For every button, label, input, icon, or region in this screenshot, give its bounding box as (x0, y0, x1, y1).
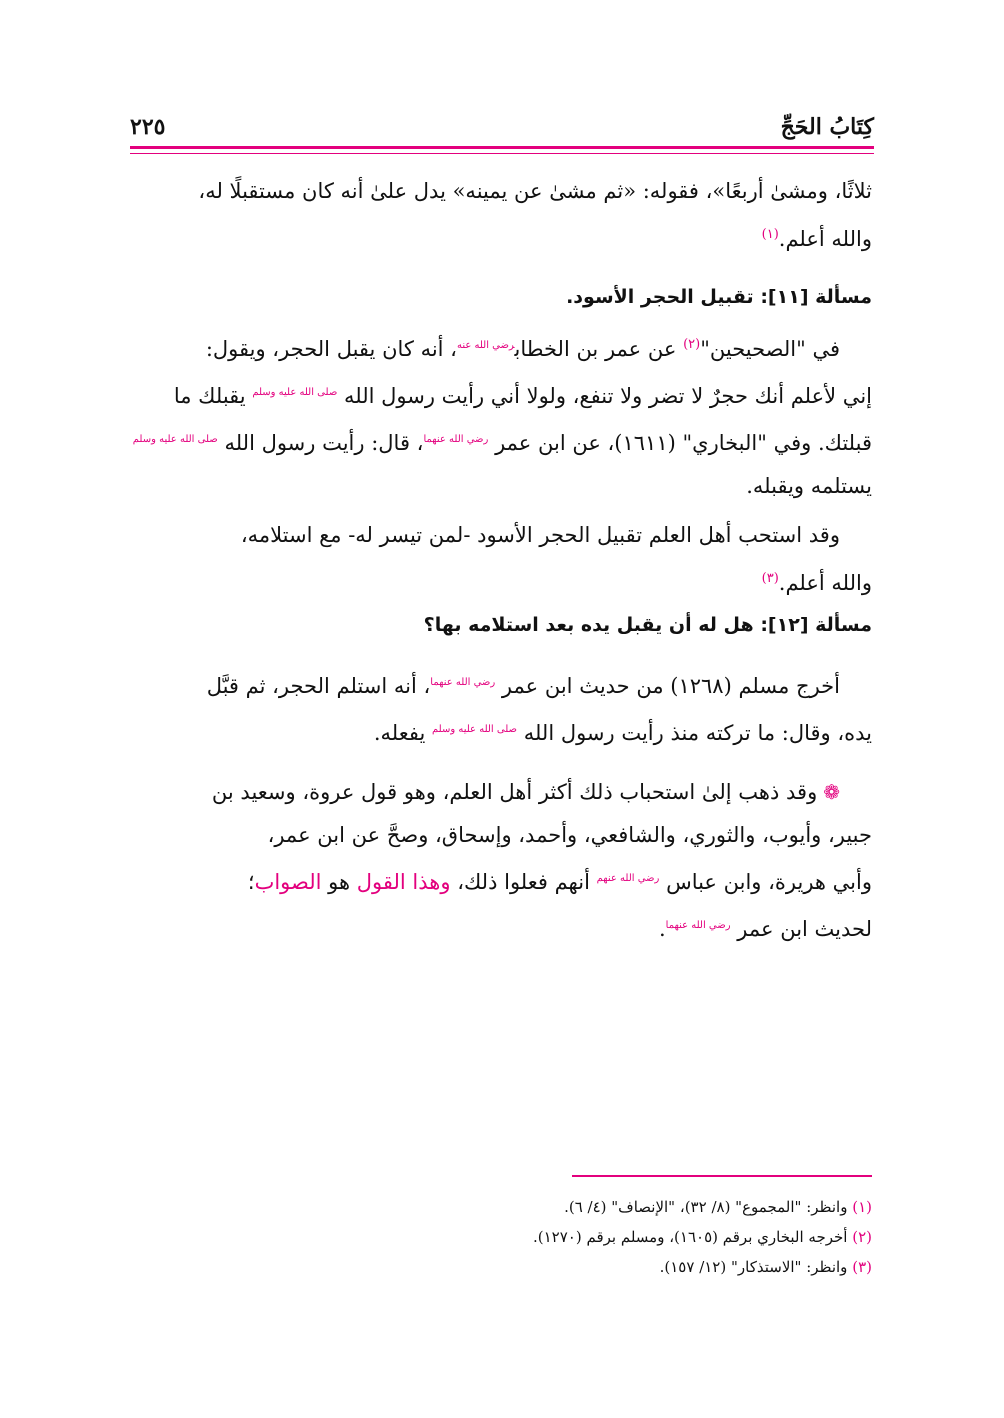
paragraph-line (132, 213, 872, 261)
footnote (132, 1222, 872, 1252)
text-run: عن عمر بن الخطاب (514, 337, 677, 361)
paragraph-line (132, 323, 872, 371)
honorific-radiallah-huma: رضي الله عنهما (665, 920, 731, 931)
honorific-radiallah-huma: رضي الله عنهما (423, 434, 489, 445)
header-rule-thick (130, 146, 874, 149)
honorific-radiallah-huma: رضي الله عنهما (430, 677, 496, 688)
section-heading-11 (132, 277, 872, 317)
footnote-text: وانظر: "الاستذكار" (١٢/ ١٥٧). (659, 1258, 848, 1276)
heading-title: تقبيل الحجر الأسود. (566, 286, 754, 308)
paragraph-line (132, 708, 872, 755)
text-run: يده، وقال: ما تركته منذ رأيت رسول الله (523, 721, 872, 745)
header-rule-thin (130, 153, 874, 154)
text-run: ؛ (247, 870, 255, 894)
paragraph-line (132, 904, 872, 951)
paragraph-line (132, 418, 872, 465)
footnotes (132, 1192, 872, 1282)
section-heading-12 (132, 605, 872, 645)
footnote (132, 1252, 872, 1282)
heading-label: مسألة [١٢]: (760, 614, 872, 636)
honorific-radiallah: رضي الله عنه (456, 340, 515, 351)
paragraph-line (132, 857, 872, 904)
text-run: والله أعلم. (778, 227, 872, 251)
paragraph-line (132, 465, 872, 508)
paragraph-line (132, 771, 872, 814)
paragraph-line (132, 661, 872, 708)
paragraph-line (132, 514, 872, 557)
text-run: لحديث ابن عمر (737, 917, 872, 941)
page-number: ٢٢٥ (130, 114, 166, 140)
flower-ornament-icon: ❁ (823, 780, 840, 804)
text-run: ، أنه كان يقبل الحجر، ويقول: (205, 337, 457, 361)
text-run: في "الصحيحين" (700, 337, 840, 361)
footnote-text: أخرجه البخاري برقم (١٦٠٥)، ومسلم برقم (١٢٧٠). (532, 1228, 848, 1246)
footnote-number: (٢) (852, 1228, 872, 1246)
text-run: يستلمه ويقبله. (746, 474, 872, 498)
footnote-ref[interactable]: (٢) (683, 337, 701, 352)
footnote (132, 1192, 872, 1222)
text-run: هو (328, 870, 351, 894)
footnote-number: (٣) (852, 1258, 872, 1276)
heading-title: هل له أن يقبل يده بعد استلامه بها؟ (423, 614, 754, 636)
honorific-radiallah-hum: رضي الله عنهم (596, 873, 660, 884)
text-run: ثلاثًا، ومشىٰ أربعًا»، فقوله: «ثم مشىٰ عن يمينه» يدل علىٰ أنه كان مستقبلًا له، (198, 179, 872, 203)
text-run: والله أعلم. (778, 571, 872, 595)
highlight-text: وهذا القول (356, 870, 451, 894)
heading-label: مسألة [١١]: (760, 286, 872, 308)
footnote-separator (572, 1175, 872, 1177)
footnote-ref[interactable]: (١) (761, 227, 779, 242)
text-run: وأبي هريرة، وابن عباس (666, 870, 872, 894)
text-run: أنهم فعلوا ذلك، (457, 870, 590, 894)
text-run: وقد ذهب إلىٰ استحباب ذلك أكثر أهل العلم، وهو قول عروة، وسعيد بن (211, 780, 818, 804)
footnote-text: وانظر: "المجموع" (٨/ ٣٢)، "الإنصاف" (٤/ ٦). (564, 1198, 848, 1216)
footnote-ref[interactable]: (٣) (761, 571, 779, 586)
text-run: قبلتك. وفي "البخاري" (١٦١١)، عن ابن عمر (495, 431, 872, 455)
paragraph-line (132, 170, 872, 213)
page-header (130, 112, 874, 146)
honorific-salla: صلى الله عليه وسلم (432, 724, 518, 735)
paragraph-line (132, 814, 872, 857)
text-run: يفعله. (373, 721, 426, 745)
honorific-salla: صلى الله عليه وسلم (252, 387, 338, 398)
text-run: وقد استحب أهل العلم تقبيل الحجر الأسود -لمن تيسر له- مع استلامه، (240, 523, 840, 547)
running-title: كِتَابُ الحَجِّ (780, 114, 874, 140)
body-text (132, 170, 872, 951)
highlight-text: الصواب (254, 870, 322, 894)
text-run: يقبلك ما (173, 384, 246, 408)
text-run: . (658, 917, 666, 941)
paragraph-line (132, 557, 872, 605)
text-run: جبير، وأيوب، والثوري، والشافعي، وأحمد، وإسحاق، وصحَّ عن ابن عمر، (267, 823, 872, 847)
honorific-salla: صلى الله عليه وسلم (132, 434, 218, 445)
text-run: ، أنه استلم الحجر، ثم قبَّل (206, 674, 431, 698)
text-run: أخرج مسلم (١٢٦٨) من حديث ابن عمر (501, 674, 840, 698)
paragraph-line (132, 371, 872, 418)
footnote-number: (١) (852, 1198, 872, 1216)
text-run: إني لأعلم أنك حجرٌ لا تضر ولا تنفع، ولولا أني رأيت رسول الله (344, 384, 872, 408)
text-run: ، قال: رأيت رسول الله (224, 431, 424, 455)
